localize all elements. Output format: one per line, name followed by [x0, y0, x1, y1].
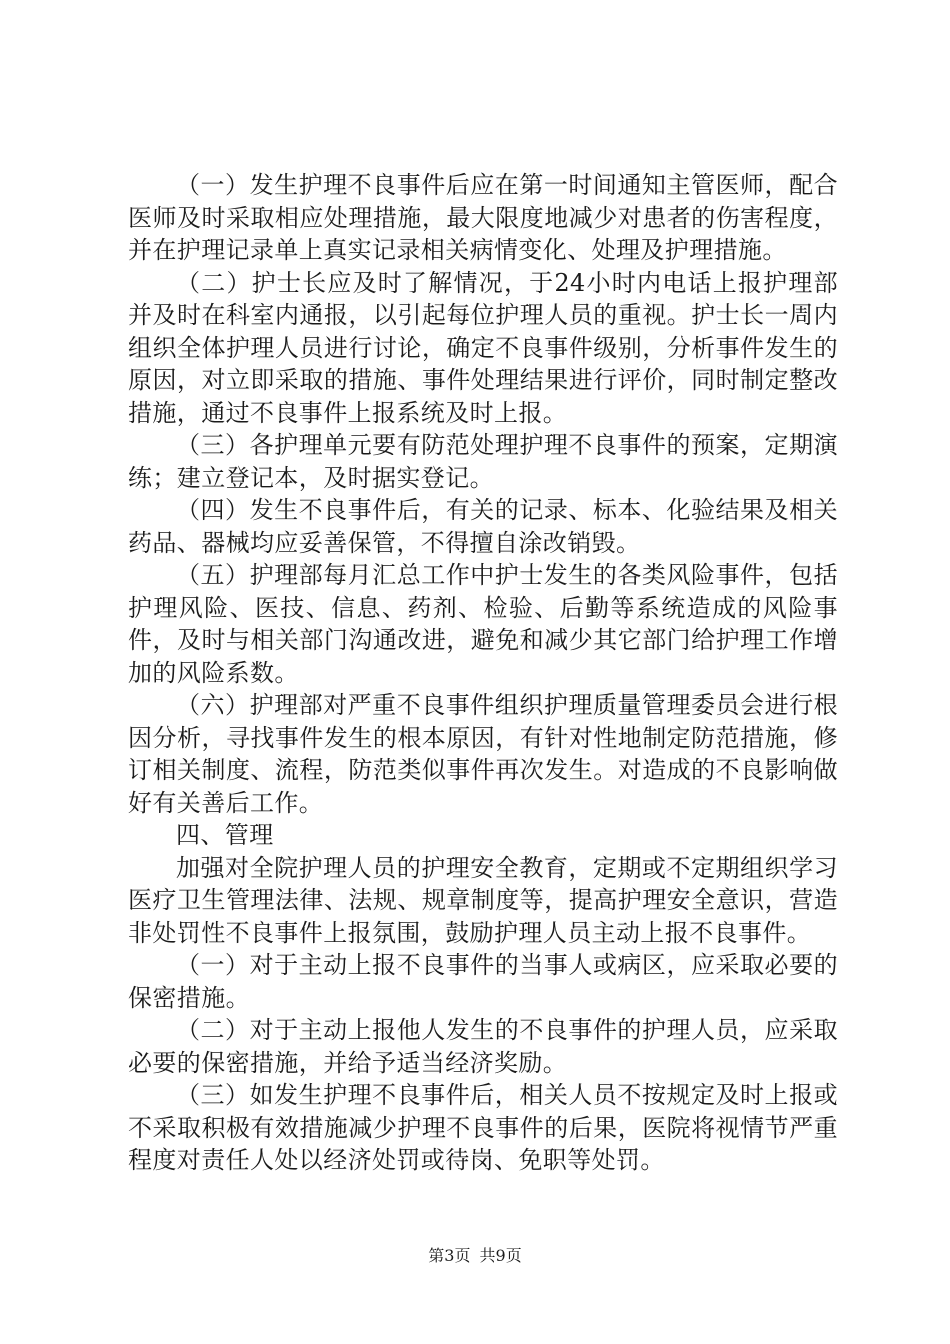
paragraph-5: （五）护理部每月汇总工作中护士发生的各类风险事件，包括护理风险、医技、信息、药剂、检验、后勤等系统造成的风险事件，及时与相关部门沟通改进，避免和减少其它部门给护理工作增加的风险系数。: [128, 561, 838, 687]
page-number: 第3页: [428, 1246, 471, 1265]
paragraph-8: （一）对于主动上报不良事件的当事人或病区，应采取必要的保密措施。: [128, 951, 838, 1012]
paragraph-10: （三）如发生护理不良事件后，相关人员不按规定及时上报或不采取积极有效措施减少护理不良事件的后果，医院将视情节严重程度对责任人处以经济处罚或待岗、免职等处罚。: [128, 1081, 838, 1174]
page-total: 共9页: [479, 1246, 522, 1265]
paragraph-3: （三）各护理单元要有防范处理护理不良事件的预案，定期演练；建立登记本，及时据实登记。: [128, 431, 838, 492]
section-heading-management: 四、管理: [176, 821, 274, 849]
paragraph-2: （二）护士长应及时了解情况，于24小时内电话上报护理部并及时在科室内通报，以引起每位护理人员的重视。护士长一周内组织全体护理人员进行讨论，确定不良事件级别，分析事件发生的原因，对立即采取的措施、事件处理结果进行评价，同时制定整改措施，通过不良事件上报系统及时上报。: [128, 268, 838, 427]
paragraph-7: 加强对全院护理人员的护理安全教育，定期或不定期组织学习医疗卫生管理法律、法规、规章制度等，提高护理安全意识，营造非处罚性不良事件上报氛围，鼓励护理人员主动上报不良事件。: [128, 853, 838, 947]
document-body: [128, 169, 838, 1177]
page-footer: [0, 1243, 950, 1266]
paragraph-6: （六）护理部对严重不良事件组织护理质量管理委员会进行根因分析，寻找事件发生的根本原因，有针对性地制定防范措施，修订相关制度、流程，防范类似事件再次发生。对造成的不良影响做好有关善后工作。: [128, 691, 838, 817]
paragraph-1: （一）发生护理不良事件后应在第一时间通知主管医师，配合医师及时采取相应处理措施，最大限度地减少对患者的伤害程度，并在护理记录单上真实记录相关病情变化、处理及护理措施。: [128, 171, 838, 264]
paragraph-4: （四）发生不良事件后，有关的记录、标本、化验结果及相关药品、器械均应妥善保管，不得擅自涂改销毁。: [128, 496, 838, 557]
paragraph-9: （二）对于主动上报他人发生的不良事件的护理人员，应采取必要的保密措施，并给予适当经济奖励。: [128, 1016, 838, 1077]
